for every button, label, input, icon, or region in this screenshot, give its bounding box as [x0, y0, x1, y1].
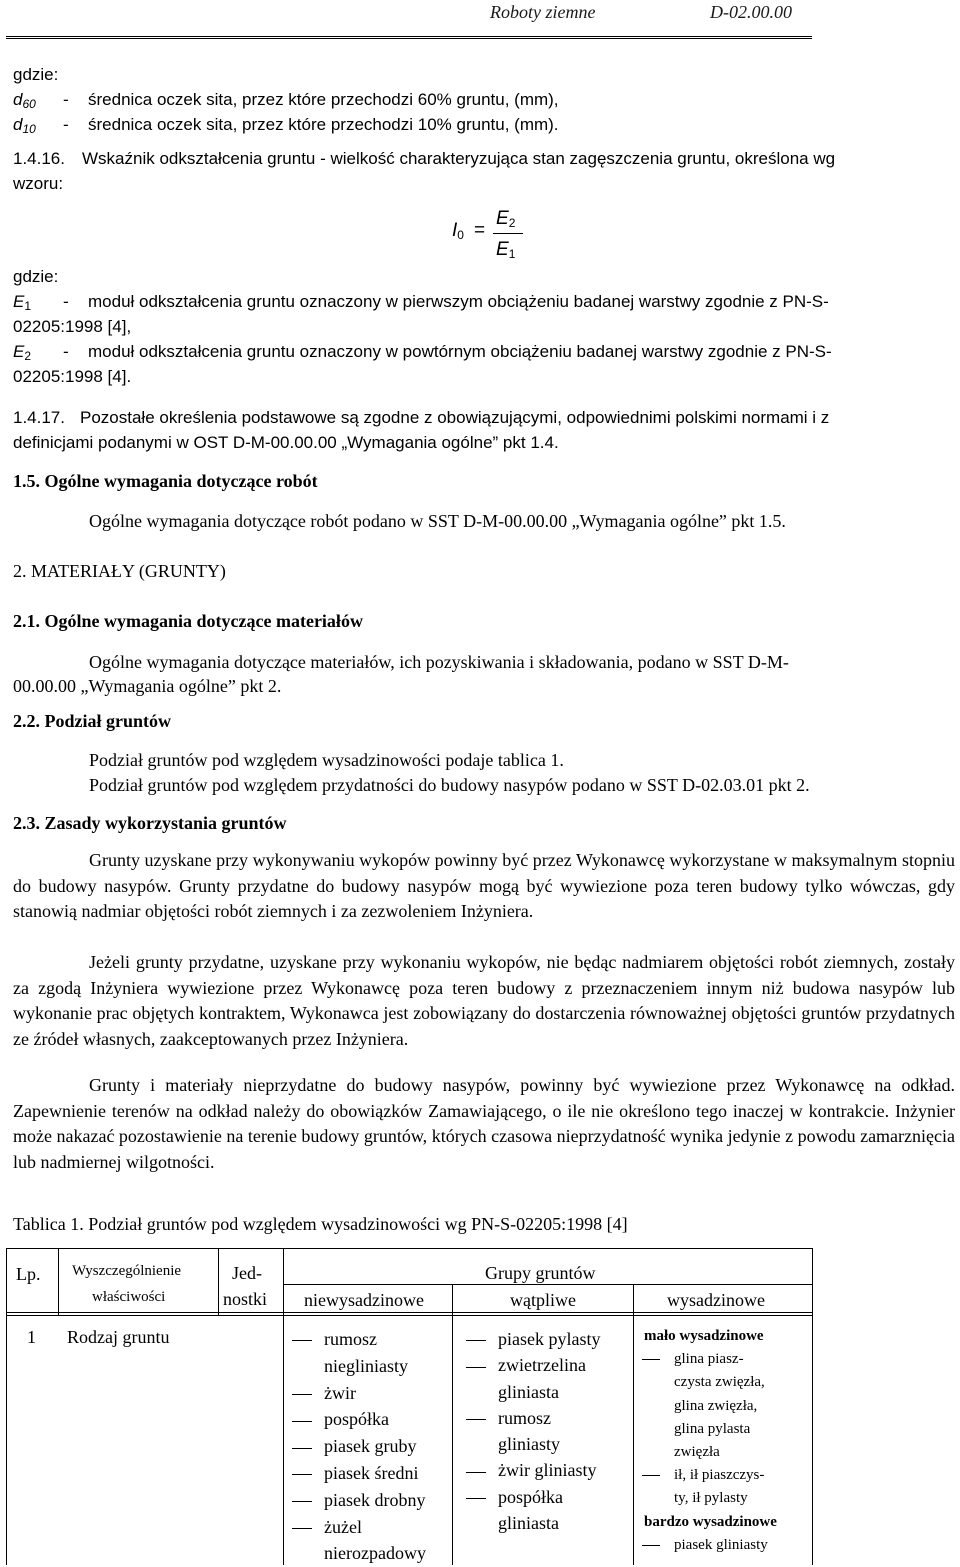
th-wysadzinowe: wysadzinowe: [667, 1290, 765, 1310]
section-1417-line2: definicjami podanymi w OST D-M-00.00.00 „Wymagania ogólne” pkt 1.4.: [13, 433, 559, 452]
th-niewysadzinowe: niewysadzinowe: [304, 1290, 424, 1310]
section-1417-line1: Pozostałe określenia podstawowe są zgodne z obowiązującymi, odpowiednimi polskimi normami i z: [80, 408, 830, 427]
list-item: ił, ił piaszczys-: [642, 1464, 777, 1487]
subheading-bardzo-wysadzinowe: bardzo wysadzinowe: [644, 1513, 777, 1530]
list-item: rumosz: [292, 1326, 426, 1353]
dash-bullet: [292, 1501, 312, 1502]
header-rule-bottom: [6, 38, 812, 39]
section-2-heading: 2. MATERIAŁY (GRUNTY): [13, 561, 226, 581]
list-item: niegliniasty: [324, 1355, 408, 1376]
dash-bullet: [292, 1340, 312, 1341]
list-item: żużel: [292, 1514, 426, 1541]
list-item: piasek gruby: [292, 1433, 426, 1460]
dash-bullet: [466, 1340, 486, 1341]
e2-symbol: $E_2$: [13, 342, 32, 363]
header-title: Roboty ziemne: [490, 2, 596, 22]
header-rule-top: [6, 36, 812, 37]
d10-text: średnica oczek sita, przez które przechodzi 10% gruntu, (mm).: [88, 115, 559, 134]
list-item: czysta zwięzła,: [674, 1374, 765, 1391]
list-item: zwietrzelina: [466, 1352, 600, 1378]
list-item: gliniasta: [498, 1513, 559, 1534]
dash-bullet: [466, 1498, 486, 1499]
section-21-heading: 2.1. Ogólne wymagania dotyczące materiałów: [13, 611, 363, 631]
table-vline-5: [633, 1284, 634, 1565]
dash-bullet: [466, 1367, 486, 1368]
table-top-border: [6, 1248, 813, 1249]
section-21-line2: 00.00.00 „Wymagania ogólne” pkt 2.: [13, 676, 282, 696]
dash-bullet: [642, 1545, 660, 1546]
section-15-heading: 1.5. Ogólne wymagania dotyczące robót: [13, 471, 318, 491]
list-item: rumosz: [466, 1405, 600, 1431]
list-item: glina pylasta: [674, 1420, 751, 1437]
list-item: piasek pylasty: [466, 1326, 600, 1352]
gdzie-label: gdzie:: [13, 65, 59, 84]
th-grupy-gruntow: Grupy gruntów: [485, 1263, 596, 1283]
section-23-heading: 2.3. Zasady wykorzystania gruntów: [13, 813, 287, 833]
dash-bullet: [292, 1394, 312, 1395]
dash-bullet: [292, 1474, 312, 1475]
th-wyszczegolnienie: Wyszczególnienie: [72, 1263, 182, 1279]
formula-equals: =: [474, 220, 486, 241]
list-item: gliniasta: [498, 1381, 559, 1402]
d60-dash: -: [63, 90, 69, 109]
gdzie-label-2: gdzie:: [13, 267, 59, 286]
section-1416-number: 1.4.16.: [13, 149, 65, 168]
list-item: nierozpadowy: [324, 1543, 426, 1564]
d60-text: średnica oczek sita, przez które przechodzi 60% gruntu, (mm),: [88, 90, 559, 109]
section-1416-line1: Wskaźnik odkształcenia gruntu - wielkość charakteryzująca stan zagęszczenia gruntu, określona wg: [82, 149, 836, 168]
section-23-paragraph-3: Grunty i materiały nieprzydatne do budowy nasypów, powinny być wywiezione przez Wykonawcę na odkład. Zapewnienie terenów na odkład należy do obowiązków Zamawiającego, o ile nie określono tego inaczej w kontrakcie. Inżynier może nakazać pozostawienie na terenie budowy gruntów, których czasowa nieprzydatność wynika jedynie z powodu zamarznięcia lub nadmiernej wilgotności.: [13, 1075, 955, 1172]
section-22-line1: Podział gruntów pod względem wysadzinowości podaje tablica 1.: [89, 750, 564, 770]
header-code: D-02.00.00: [710, 2, 792, 22]
section-15-body: Ogólne wymagania dotyczące robót podano w SST D-M-00.00.00 „Wymagania ogólne” pkt 1.5.: [89, 511, 786, 531]
td-rodzaj-gruntu: Rodzaj gruntu: [67, 1327, 170, 1347]
th-lp: Lp.: [16, 1264, 41, 1284]
table-caption: Tablica 1. Podział gruntów pod względem wysadzinowości wg PN-S-02205:1998 [4]: [13, 1214, 628, 1234]
th-jednostki-2: nostki: [223, 1289, 268, 1309]
e1-dash: -: [63, 292, 69, 311]
table-vline-2: [218, 1248, 219, 1315]
table-groups-divider: [283, 1284, 813, 1285]
th-watpliwe: wątpliwe: [510, 1290, 576, 1310]
e1-symbol: $E_1$: [13, 292, 32, 313]
section-1417-number: 1.4.17.: [13, 408, 65, 427]
e2-dash: -: [63, 342, 69, 361]
formula-denominator: $E_1$: [496, 239, 516, 261]
list-item: piasek drobny: [292, 1487, 426, 1514]
section-22-line2: Podział gruntów pod względem przydatności do budowy nasypów podano w SST D-02.03.01 pkt 2.: [89, 775, 810, 795]
table-header-bottom-2: [6, 1315, 813, 1316]
list-item: pospółka: [292, 1406, 426, 1433]
d60-symbol: $d_{60}$: [13, 90, 36, 111]
list-item: glina zwięzła,: [674, 1397, 758, 1414]
list-item: gliniasty: [498, 1434, 560, 1455]
section-23-paragraph-2: Jeżeli grunty przydatne, uzyskane przy wykonaniu wykopów, nie będąc nadmiarem objętości robót ziemnych, zostały za zgodą Inżyniera wywiezione przez Wykonawcę poza teren budowy z przeznaczeniem innym niż budowa nasypów lub wykonanie prac objętych kontraktem, Wykonawca jest zobowiązany do dostarczenia równoważnej objętości gruntów przydatnych ze źródeł własnych, zaakceptowanych przez Inżyniera.: [13, 952, 955, 1049]
e1-text-line1: moduł odkształcenia gruntu oznaczony w pierwszym obciążeniu badanej warstwy zgodnie z PN-S-: [88, 292, 829, 311]
section-1416-line2: wzoru:: [13, 174, 64, 193]
list-item: pospółka: [466, 1484, 600, 1510]
table-vline-0: [6, 1248, 7, 1565]
d10-symbol: $d_{10}$: [13, 115, 36, 136]
th-wlasciwosci: właściwości: [92, 1289, 166, 1305]
th-jednostki-1: Jed-: [232, 1263, 262, 1283]
dash-bullet: [466, 1419, 486, 1420]
table-vline-3: [283, 1248, 284, 1565]
e2-text-line1: moduł odkształcenia gruntu oznaczony w powtórnym obciążeniu badanej warstwy zgodnie z PN-S-: [88, 342, 832, 361]
dash-bullet: [292, 1421, 312, 1422]
td-lp-1: 1: [27, 1327, 36, 1347]
dash-bullet: [292, 1528, 312, 1529]
dash-bullet: [642, 1359, 660, 1360]
d10-dash: -: [63, 115, 69, 134]
formula-lhs: $I_0$: [452, 220, 464, 242]
list-item: żwir gliniasty: [466, 1457, 600, 1483]
e1-text-line2: 02205:1998 [4],: [13, 317, 132, 336]
section-21-line1: Ogólne wymagania dotyczące materiałów, ich pozyskiwania i składowania, podano w SST D-M-: [89, 652, 789, 672]
table-vline-4: [452, 1284, 453, 1565]
list-item: piasek średni: [292, 1460, 426, 1487]
td-wysadzinowe: [642, 1325, 777, 1557]
e2-text-line2: 02205:1998 [4].: [13, 367, 132, 386]
td-niewysadzinowe: [292, 1326, 426, 1567]
dash-bullet: [642, 1475, 660, 1476]
dash-bullet: [466, 1472, 486, 1473]
section-22-heading: 2.2. Podział gruntów: [13, 711, 172, 731]
table-vline-6: [812, 1248, 813, 1565]
formula-numerator: $E_2$: [496, 208, 516, 230]
table-header-bottom: [6, 1312, 813, 1313]
formula-fraction-bar: [493, 233, 523, 234]
td-watpliwe: [466, 1326, 600, 1536]
section-23-paragraph-1: Grunty uzyskane przy wykonywaniu wykopów powinny być przez Wykonawcę wykorzystane w maksymalnym stopniu do budowy nasypów. Grunty przydatne do budowy nasypów mogą być wywiezione poza teren budowy tylko wówczas, gdy stanowią nadmiar objętości robót ziemnych i za zezwoleniem Inżyniera.: [13, 850, 955, 921]
list-item: zwięzła: [674, 1444, 720, 1461]
list-item: piasek gliniasty: [642, 1534, 777, 1557]
subheading-malo-wysadzinowe: mało wysadzinowe: [644, 1328, 764, 1344]
list-item: glina piasz-: [642, 1348, 777, 1371]
dash-bullet: [292, 1448, 312, 1449]
list-item: ty, ił pylasty: [674, 1490, 748, 1507]
table-vline-1: [58, 1248, 59, 1315]
list-item: żwir: [292, 1380, 426, 1407]
